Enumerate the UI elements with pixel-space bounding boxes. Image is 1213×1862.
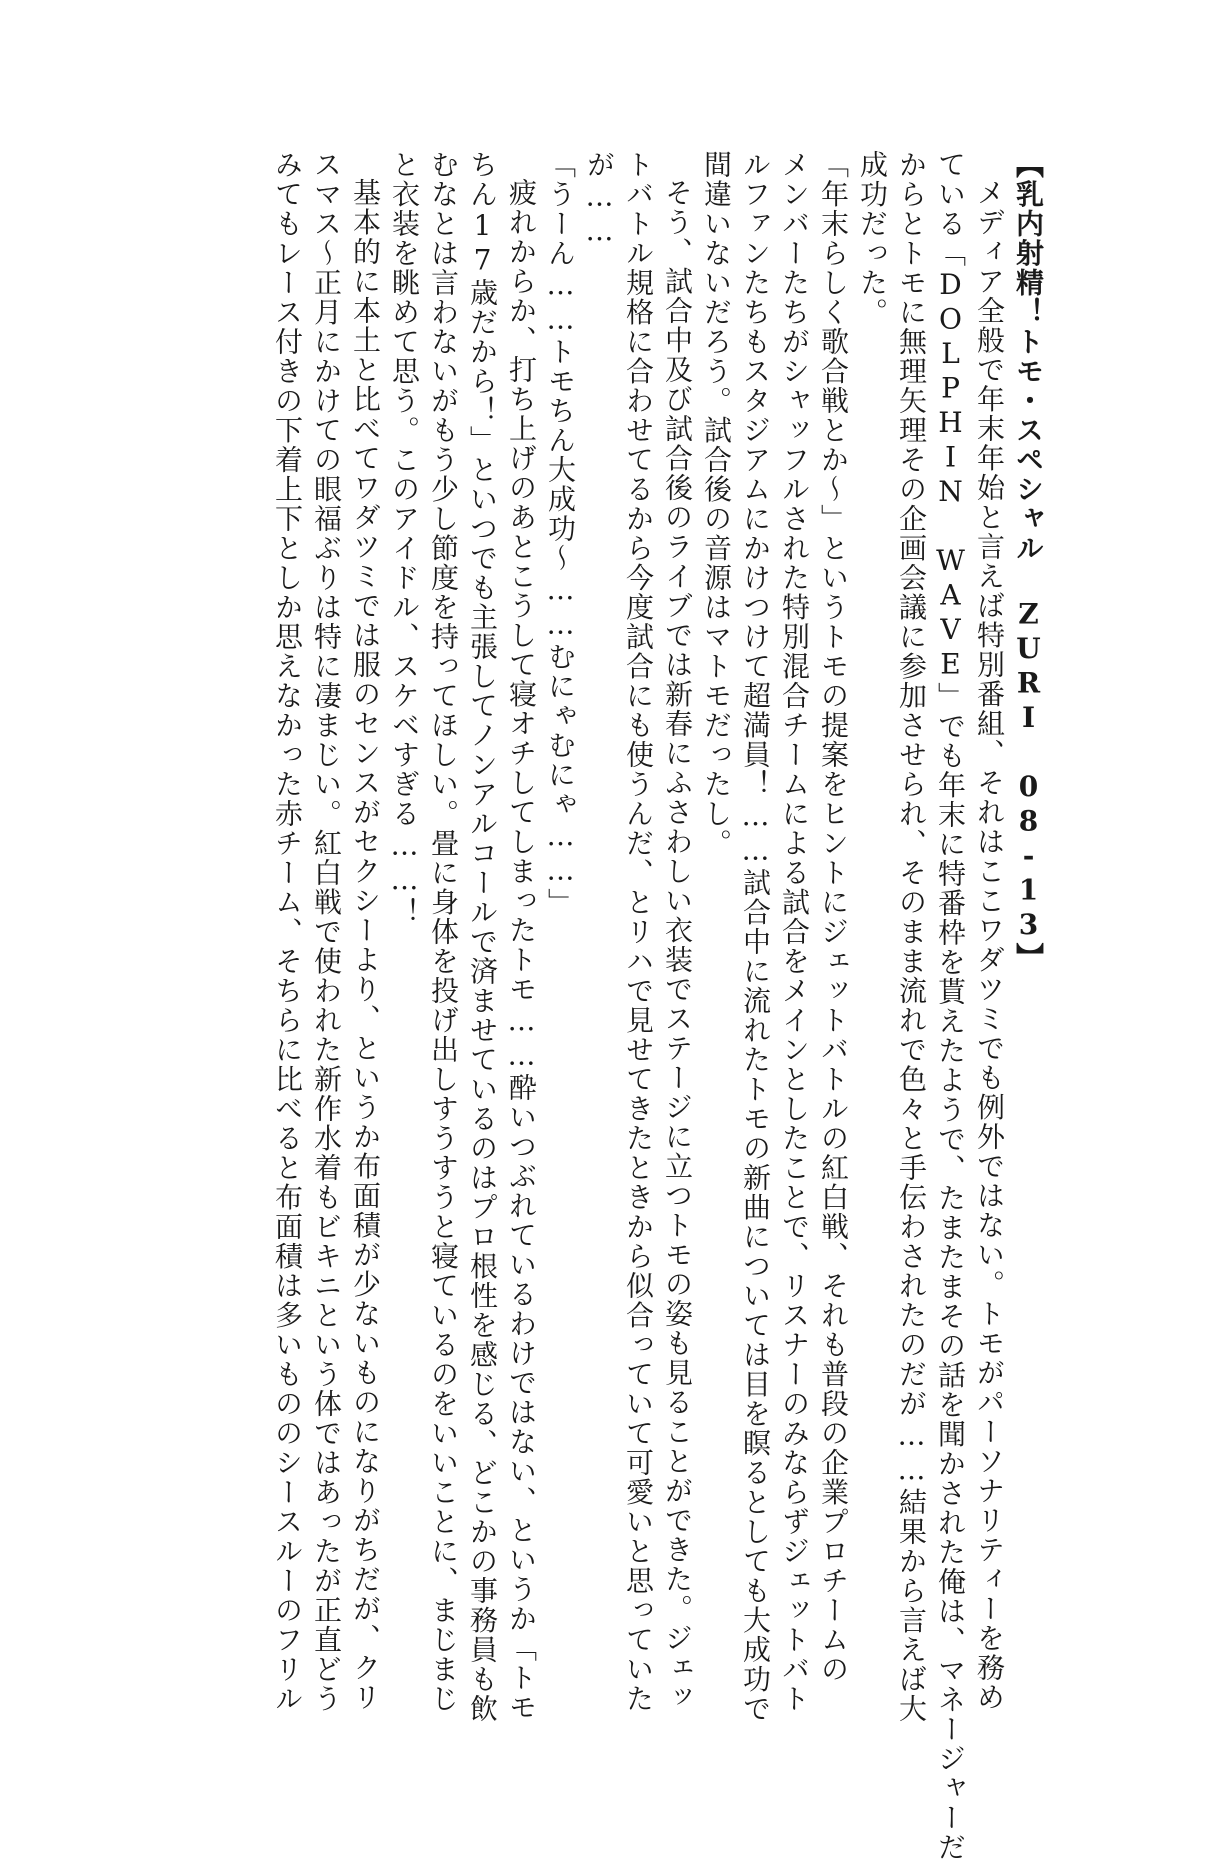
chapter-title: 【乳内射精！トモ・スペシャル ZURI 08-13】 — [1012, 150, 1045, 972]
paragraph-line: 疲れからか、打ち上げのあとこうして寝オチしてしまったトモ……酔いつぶれているわけではない、というか「トモ — [505, 178, 538, 1722]
dialogue-line: 「年末らしく歌合戦とか〜」というトモの提案をヒントにジェットバトルの紅白戦、それも普段の企業プロチームの — [817, 150, 850, 1684]
paragraph-line: ルファンたちもスタジアムにかけつけて超満員！……試合中に流れたトモの新曲については目を瞑るとしても大成功で — [739, 150, 772, 1724]
vertical-text-body — [268, 150, 1048, 1862]
paragraph-line: ている「DOLPHIN WAVE」でも年末に特番枠を貰えたようで、たまたまその話を聞かされた俺は、マネージャーだ — [934, 150, 967, 1862]
dialogue-line: 「うーん……トモちん大成功〜……むにゃむにゃ……」 — [544, 150, 577, 918]
paragraph-line: 間違いないだろう。試合後の音源はマトモだったし。 — [700, 150, 733, 858]
paragraph-line: ちん17歳だから！」といつでも主張してノンアルコールで済ませているのはプロ根性を感じる、どこかの事務員も飲 — [466, 150, 499, 1724]
paragraph-line: 基本的に本土と比べてワダツミでは服のセンスがセクシーより、というか布面積が少ないものになりがちだが、クリ — [349, 178, 382, 1712]
paragraph-line: みてもレース付きの下着上下としか思えなかった赤チーム、そちらに比べると布面積は多いもののシースルーのフリル — [271, 150, 304, 1714]
paragraph-line: メンバーたちがシャッフルされた特別混合チームによる試合をメインとしたことで、リスナーのみならずジェットバト — [778, 150, 811, 1714]
paragraph-line: 成功だった。 — [856, 150, 889, 327]
paragraph-line: むなとは言わないがもう少し節度を持ってほしい。畳に身体を投げ出しすうすうと寝ているのをいいことに、まじまじ — [427, 150, 460, 1714]
paragraph-line: メディア全般で年末年始と言えば特別番組、それはここワダツミでも例外ではない。トモがパーソナリティーを務め — [973, 178, 1006, 1712]
paragraph-line: スマス〜正月にかけての眼福ぶりは特に凄まじい。紅白戦で使われた新作水着もビキニという体ではあったが正直どう — [310, 150, 343, 1714]
paragraph-line: そう、試合中及び試合後のライブでは新春にふさわしい衣装でステージに立つトモの姿も見ることができた。ジェッ — [661, 178, 694, 1712]
paragraph-line: が…… — [583, 150, 616, 249]
paragraph-line: からとトモに無理矢理その企画会議に参加させられ、そのまま流れで色々と手伝わされたのだが……結果から言えば大 — [895, 150, 928, 1724]
paragraph-line: と衣装を眺めて思う。このアイドル、スケベすぎる……！ — [388, 150, 421, 927]
paragraph-line: トバトル規格に合わせてるから今度試合にも使うんだ、とリハで見せてきたときから似合っていて可愛いと思っていた — [622, 150, 655, 1714]
